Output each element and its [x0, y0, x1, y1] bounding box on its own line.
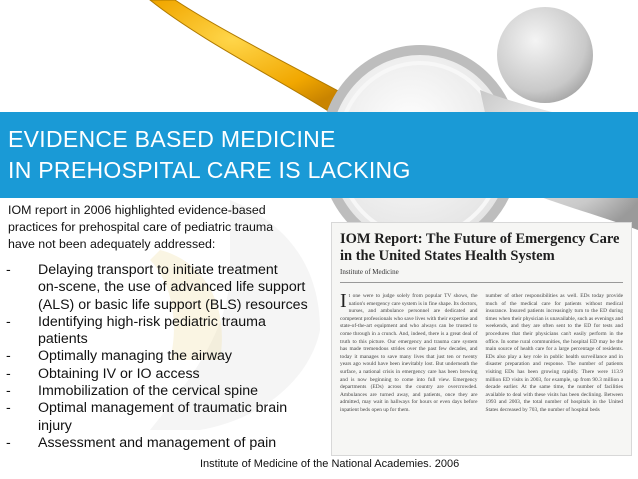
list-item-line: Optimally managing the airway	[38, 348, 232, 365]
intro-line: practices for prehospital care of pediatric trauma	[8, 220, 274, 234]
list-item-line: injury	[38, 417, 72, 434]
bullet-dash: -	[6, 365, 11, 382]
report-title-line-2: in the United States Health System	[340, 248, 555, 264]
citation: Institute of Medicine of the National Academies. 2006	[200, 458, 460, 470]
iom-report-clipping	[331, 222, 632, 456]
list-item-line: on-scene, the use of advanced life support	[38, 279, 306, 296]
practice-bullet-list	[6, 262, 326, 452]
bullet-dash: -	[6, 434, 11, 451]
list-item-line: Obtaining IV or IO access	[38, 365, 200, 382]
bullet-dash: -	[6, 383, 11, 400]
list-item-line: Immobilization of the cervical spine	[38, 383, 259, 400]
intro-line: IOM report in 2006 highlighted evidence-based	[8, 203, 266, 217]
report-author: Institute of Medicine	[340, 268, 399, 276]
bullet-dash: -	[6, 313, 11, 330]
bullet-dash: -	[6, 262, 11, 278]
title-banner	[0, 112, 638, 198]
list-item-line: (ALS) or basic life support (BLS) resources	[38, 296, 308, 313]
list-item	[6, 435, 326, 452]
list-item-line: Identifying high-risk pediatric trauma	[38, 313, 266, 330]
list-item	[6, 348, 326, 365]
list-item	[6, 314, 326, 349]
bullet-dash: -	[6, 348, 11, 365]
report-divider	[340, 282, 623, 283]
report-column-left	[340, 290, 478, 415]
list-item	[6, 383, 326, 400]
report-columns	[340, 290, 623, 415]
intro-paragraph	[8, 202, 298, 253]
slide-title-line-1: EVIDENCE BASED MEDICINE	[8, 126, 336, 152]
slide-title-line-2: IN PREHOSPITAL CARE IS LACKING	[8, 157, 411, 183]
list-item-line: Delaying transport to initiate treatment	[38, 262, 278, 278]
report-drop-cap: I	[340, 290, 347, 312]
list-item	[6, 262, 326, 314]
report-title-line-1: IOM Report: The Future of Emergency Care	[340, 231, 620, 247]
list-item-line: Optimal management of traumatic brain	[38, 400, 288, 417]
list-item-line: patients	[38, 331, 88, 348]
list-item-line: Assessment and management of pain	[38, 434, 277, 451]
bullet-dash: -	[6, 400, 11, 417]
list-item	[6, 400, 326, 435]
report-column-right: number of other responsibilities as well. EDs today provide much of the medical care for patients without medical insurance. Insured patients increasingly turn to the ED during times when their physician is unavailable, such as evenings and weekends, and they are often sent to the ED for tests and procedures that their physicians can't easily perform in the office. In some rural communities, the hospital ED may be the main source of health care for a large percentage of residents. EDs also play a key role in public health surveillance and in disaster preparation and response. The number of patients visiting EDs has been growing rapidly. There were 113.9 million ED visits in 2003, for example, up from 90.3 million a decade earlier. At the same time, the number of facilities available to deal with these visits has been declining. Between 1993 and 2003, the total number of hospitals in the United States decreased by 703, the number of hospital beds	[485, 293, 623, 413]
intro-line: have not been adequately addressed:	[8, 237, 216, 251]
report-column-left-text: t one were to judge solely from popular TV shows, the nation's emergency care system is in fine shape. Its doctors, nurses, and ambulance personnel are dedicated and competent professionals who save lives with their expertise and state-of-the-art equipment and who always can be trusted to come through in a crunch. And, indeed, there is a great deal of truth to this picture. Our emergency and trauma care system has made tremendous strides over the past few decades, and today it manages to save many lives that just ten or twenty years ago would have been inevitably lost. But underneath the surface, a national crisis in emergency care has been brewing and is now beginning to come into full view. Emergency departments (EDs) across the country are overcrowded. Ambulances are turned away, and patients, once they are admitted, may wait in hallways for hours or even days before inpatient beds open up for them.	[340, 293, 478, 413]
list-item	[6, 366, 326, 383]
